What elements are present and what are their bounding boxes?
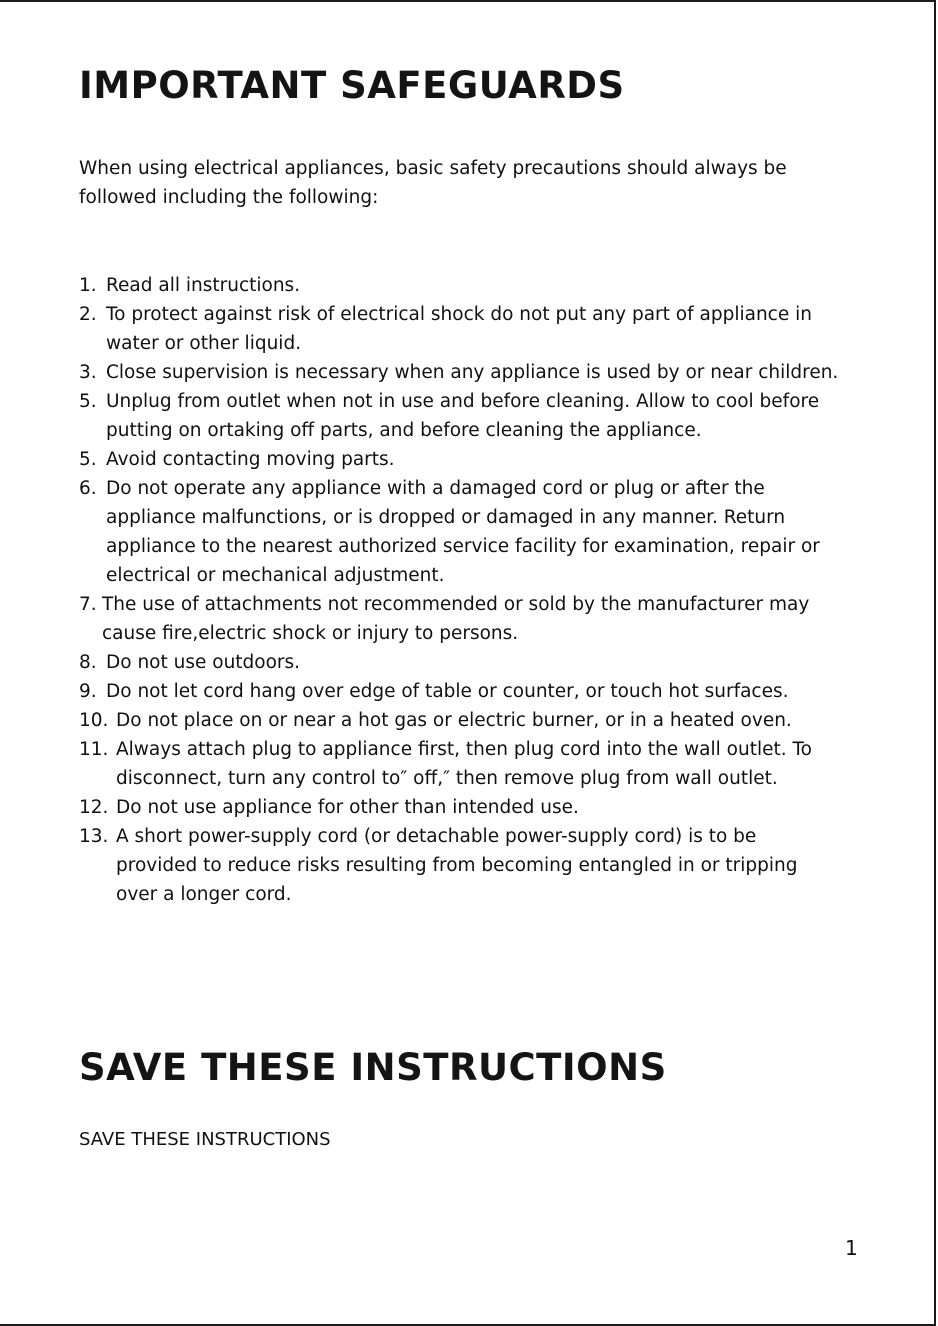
list-item — [79, 271, 879, 300]
list-item-number: 2. — [79, 304, 97, 325]
list-item-number: 7. — [79, 594, 97, 615]
list-item — [79, 677, 879, 706]
list-item-number: 10. — [79, 710, 109, 731]
list-item-text: A short power-supply cord (or detachable power-supply cord) is to be provided to reduce risks resulting from becoming entangled in or tripping over a longer cord. — [116, 826, 798, 905]
safeguards-list — [79, 271, 879, 909]
list-item-number: 1. — [79, 275, 97, 296]
list-item — [79, 706, 879, 735]
list-item — [79, 793, 879, 822]
list-item-text: Avoid contacting moving parts. — [106, 449, 395, 470]
list-item-number: 3. — [79, 362, 97, 383]
list-item — [79, 590, 879, 648]
save-instructions-text: SAVE THESE INSTRUCTIONS — [79, 1129, 331, 1150]
list-item-text: Do not place on or near a hot gas or electric burner, or in a heated oven. — [116, 710, 792, 731]
list-item-text: Do not let cord hang over edge of table or counter, or touch hot surfaces. — [106, 681, 789, 702]
list-item — [79, 474, 879, 590]
list-item-text: The use of attachments not recommended or sold by the manufacturer may cause fire,electric shock or injury to persons. — [102, 594, 810, 644]
list-item — [79, 387, 879, 445]
list-item-text: Unplug from outlet when not in use and before cleaning. Allow to cool before putting on ortaking off parts, and before cleaning the appliance. — [106, 391, 820, 441]
list-item-text: To protect against risk of electrical shock do not put any part of appliance in water or other liquid. — [106, 304, 812, 354]
list-item — [79, 300, 879, 358]
list-item-number: 5. — [79, 391, 97, 412]
list-item — [79, 445, 879, 474]
list-item-text: Do not operate any appliance with a damaged cord or plug or after the appliance malfunctions, or is dropped or damaged in any manner. Return appliance to the nearest authorized service facility for examination, repair or electrical or mechanical adjustment. — [106, 478, 820, 586]
page-number: 1 — [845, 1236, 858, 1260]
list-item-number: 13. — [79, 826, 109, 847]
list-item — [79, 648, 879, 677]
list-item-text: Do not use outdoors. — [106, 652, 301, 673]
list-item-number: 5. — [79, 449, 97, 470]
list-item-number: 9. — [79, 681, 97, 702]
page-title: IMPORTANT SAFEGUARDS — [79, 64, 625, 107]
list-item-number: 6. — [79, 478, 97, 499]
list-item-number: 11. — [79, 739, 109, 760]
list-item-text: Do not use appliance for other than intended use. — [116, 797, 579, 818]
list-item — [79, 735, 879, 793]
list-item-text: Close supervision is necessary when any appliance is used by or near children. — [106, 362, 839, 383]
list-item-text: Always attach plug to appliance first, then plug cord into the wall outlet. To disconnect, turn any control to″ off,″ then remove plug from wall outlet. — [116, 739, 812, 789]
intro-paragraph: When using electrical appliances, basic safety precautions should always be followed including the following: — [79, 158, 787, 208]
list-item-number: 8. — [79, 652, 97, 673]
list-item-number: 12. — [79, 797, 109, 818]
section-title: SAVE THESE INSTRUCTIONS — [79, 1046, 667, 1089]
list-item — [79, 358, 879, 387]
list-item-text: Read all instructions. — [106, 275, 301, 296]
list-item — [79, 822, 879, 909]
